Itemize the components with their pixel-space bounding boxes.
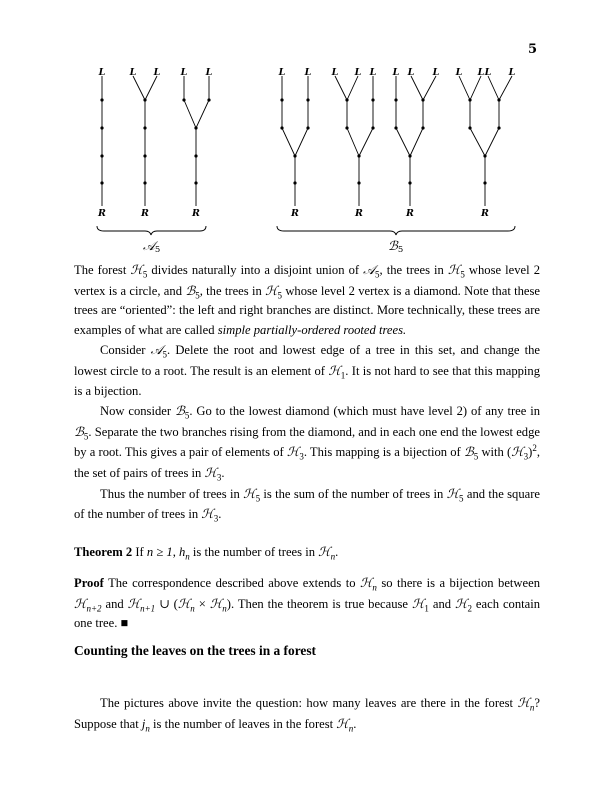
defined-term: simple partially-ordered rooted trees. (217, 322, 407, 337)
text-run: . It is not hard to see that this mapping is a bijection. (74, 363, 541, 398)
text-run: . Separate the two branches rising from the diamond, and in each one end the lowest edge by a root. This gives a pair of elements of (74, 424, 540, 460)
math-symbol: ℬ (74, 423, 84, 439)
superscript: 2 (532, 443, 537, 454)
svg-text:L: L (354, 67, 362, 78)
svg-text:L: L (407, 67, 415, 78)
text-run: , the trees in (199, 283, 266, 298)
theorem-2 (74, 542, 540, 563)
text-run: is the number of trees in (189, 545, 319, 559)
tree-a2 (133, 76, 157, 206)
text-run: If (132, 545, 147, 559)
subscript: 5 (195, 290, 200, 301)
brace-b5 (277, 226, 515, 235)
subscript: n+2 (86, 603, 102, 614)
subscript: 5 (375, 269, 380, 280)
text-run: so there is a bijection between (376, 576, 541, 590)
math-symbol: 𝒜 (150, 342, 163, 358)
tree-b1 (282, 76, 308, 206)
svg-text:L: L (432, 67, 440, 78)
math-symbol: ℋ (177, 595, 191, 611)
math-symbol: ℬ (463, 444, 474, 460)
text-run: . (335, 545, 339, 559)
svg-text:L: L (508, 67, 516, 78)
text-run: and (428, 596, 456, 611)
math-symbol: ℋ (359, 575, 373, 590)
math-symbol: ℋ (455, 595, 468, 611)
math-symbol: ℋ (447, 262, 461, 277)
math-symbol: ℋ (243, 485, 256, 501)
svg-text:R: R (141, 208, 149, 219)
subscript: n (348, 723, 354, 734)
subscript: n+1 (140, 603, 156, 614)
text-run: The correspondence described above extends to (103, 576, 360, 590)
section-heading: Counting the leaves on the trees in a forest (74, 643, 317, 658)
svg-text:L: L (180, 67, 188, 78)
svg-text:L: L (331, 67, 339, 78)
math-symbol: ℋ (328, 362, 341, 378)
svg-text:R: R (481, 208, 489, 219)
paragraph-4 (74, 484, 540, 525)
math-symbol: ℋ (318, 544, 331, 559)
text-run: × (194, 596, 210, 611)
text-run: Thus the number of trees in (100, 486, 244, 501)
text-run: and the square of the number of trees in (74, 486, 540, 522)
math-symbol: ℋ (209, 595, 223, 611)
subscript: n (372, 582, 377, 593)
subscript: 3 (216, 472, 222, 483)
svg-text:R: R (98, 208, 106, 219)
text-run: and (101, 596, 128, 611)
subscript: n (222, 603, 227, 614)
math-symbol: ℋ (130, 262, 143, 277)
subscript: 5 (460, 269, 465, 280)
svg-text:L: L (205, 67, 213, 78)
proof-label: Proof (74, 576, 104, 590)
paragraph-3 (74, 401, 540, 483)
tree-b2 (335, 76, 373, 206)
math-symbol: ℋ (127, 595, 141, 611)
subscript: 5 (473, 451, 479, 462)
subscript: 2 (467, 603, 472, 614)
proof (74, 573, 540, 634)
text-run: Now consider (100, 404, 175, 419)
text-run: is the number of leaves in the forest (149, 716, 337, 731)
subscript: n (145, 723, 150, 734)
text-run: , the trees in (379, 263, 448, 277)
math-symbol: ℋ (74, 595, 87, 611)
text-run: h (178, 545, 186, 559)
text-run: ? Suppose that (74, 696, 540, 731)
text-run: ) (528, 445, 533, 460)
math-symbol: ℋ (204, 464, 217, 480)
paragraph-2 (74, 340, 540, 401)
text-run: . (221, 465, 225, 480)
tree-b4 (459, 76, 512, 206)
text-run: with ( (478, 445, 512, 460)
subscript: 3 (523, 451, 529, 462)
group-labels (143, 238, 403, 255)
tree-a3 (184, 76, 209, 206)
subscript: 5 (277, 290, 283, 301)
text-run: ∪ ( (155, 596, 178, 611)
svg-text:R: R (355, 208, 363, 219)
svg-text:L: L (98, 67, 106, 78)
text-run: Consider (100, 343, 151, 358)
subscript: 1 (424, 603, 429, 614)
text-run: The pictures above invite the question: how many leaves are there in the forest (100, 696, 518, 710)
text-run: . (353, 716, 357, 731)
section-paragraph-1 (74, 693, 540, 734)
qed-symbol: ■ (120, 616, 129, 631)
svg-text:L: L (392, 67, 400, 78)
group-label-b5: ℬ5 (388, 238, 404, 255)
subscript: n (190, 603, 195, 614)
tree-forest-figure (0, 0, 612, 260)
tree-b3 (396, 76, 436, 206)
body-text (74, 260, 540, 525)
text-run: . Go to the lowest diamond (which must have level 2) of any tree in (189, 404, 541, 419)
math-symbol: ℬ (174, 403, 185, 419)
math-symbol: ℋ (336, 715, 349, 731)
math-symbol: ℋ (411, 595, 425, 611)
subscript: n (529, 702, 535, 713)
subscript: 3 (299, 451, 304, 462)
subscript: 5 (459, 493, 464, 504)
text-run: divides naturally into a disjoint union of (147, 263, 364, 277)
subscript: 5 (184, 410, 190, 421)
math-symbol: ℋ (511, 444, 524, 460)
brace-a5 (97, 226, 206, 235)
text-run: . (218, 507, 222, 522)
text-run: j (141, 716, 146, 731)
math-symbol: ℋ (446, 485, 460, 501)
tree-nodes (100, 98, 500, 184)
math-symbol: 𝒜 (363, 262, 376, 277)
svg-text:R: R (291, 208, 299, 219)
svg-text:L: L (304, 67, 312, 78)
svg-text:L: L (153, 67, 161, 78)
subscript: 3 (213, 513, 219, 524)
text-run: . Delete the root and lowest edge of a tree in this set, and change the lowest circle to a root. The result is an element of (74, 343, 541, 378)
svg-text:L: L (129, 67, 137, 78)
group-label-a5: 𝒜5 (143, 238, 161, 255)
math-symbol: ℋ (201, 506, 214, 522)
text-run: ). Then the theorem is true because (226, 596, 412, 611)
text-run: , (172, 545, 179, 559)
subscript: 5 (142, 269, 148, 280)
subscript: 5 (162, 349, 168, 360)
subscript: n (185, 551, 190, 562)
svg-text:L: L (477, 67, 485, 78)
svg-text:R: R (406, 208, 414, 219)
leaf-labels (98, 67, 516, 78)
theorem-label: Theorem 2 (74, 545, 133, 559)
math-symbol: ℋ (265, 282, 278, 298)
svg-text:L: L (484, 67, 492, 78)
text-run: each contain one tree. (74, 596, 541, 631)
paragraph-1 (74, 260, 540, 340)
svg-text:R: R (192, 208, 200, 219)
text-run: , the set of pairs of trees in (74, 445, 540, 480)
text-run: whose level 2 vertex is a diamond. Note that these trees are “oriented”: the left and right branches are distinct. More technically, these trees are examples of what are called (74, 283, 541, 337)
text-run: is the sum of the number of trees in (260, 486, 447, 501)
root-labels (97, 208, 489, 219)
svg-text:L: L (455, 67, 463, 78)
svg-text:L: L (369, 67, 377, 78)
math-symbol: ℋ (517, 695, 530, 710)
svg-text:L: L (278, 67, 286, 78)
math-symbol: ℋ (286, 444, 300, 460)
subscript: 1 (340, 370, 346, 381)
text-run: n ≥ 1 (146, 545, 173, 559)
math-symbol: ℬ (185, 282, 196, 298)
text-run: whose level 2 vertex is a circle, and (74, 263, 540, 298)
text-run: The forest (74, 263, 131, 277)
subscript: n (330, 551, 336, 562)
page-number: 5 (528, 42, 538, 57)
subscript: 5 (255, 493, 261, 504)
subscript: 5 (83, 431, 89, 442)
text-run: . This mapping is a bijection of (303, 445, 464, 460)
